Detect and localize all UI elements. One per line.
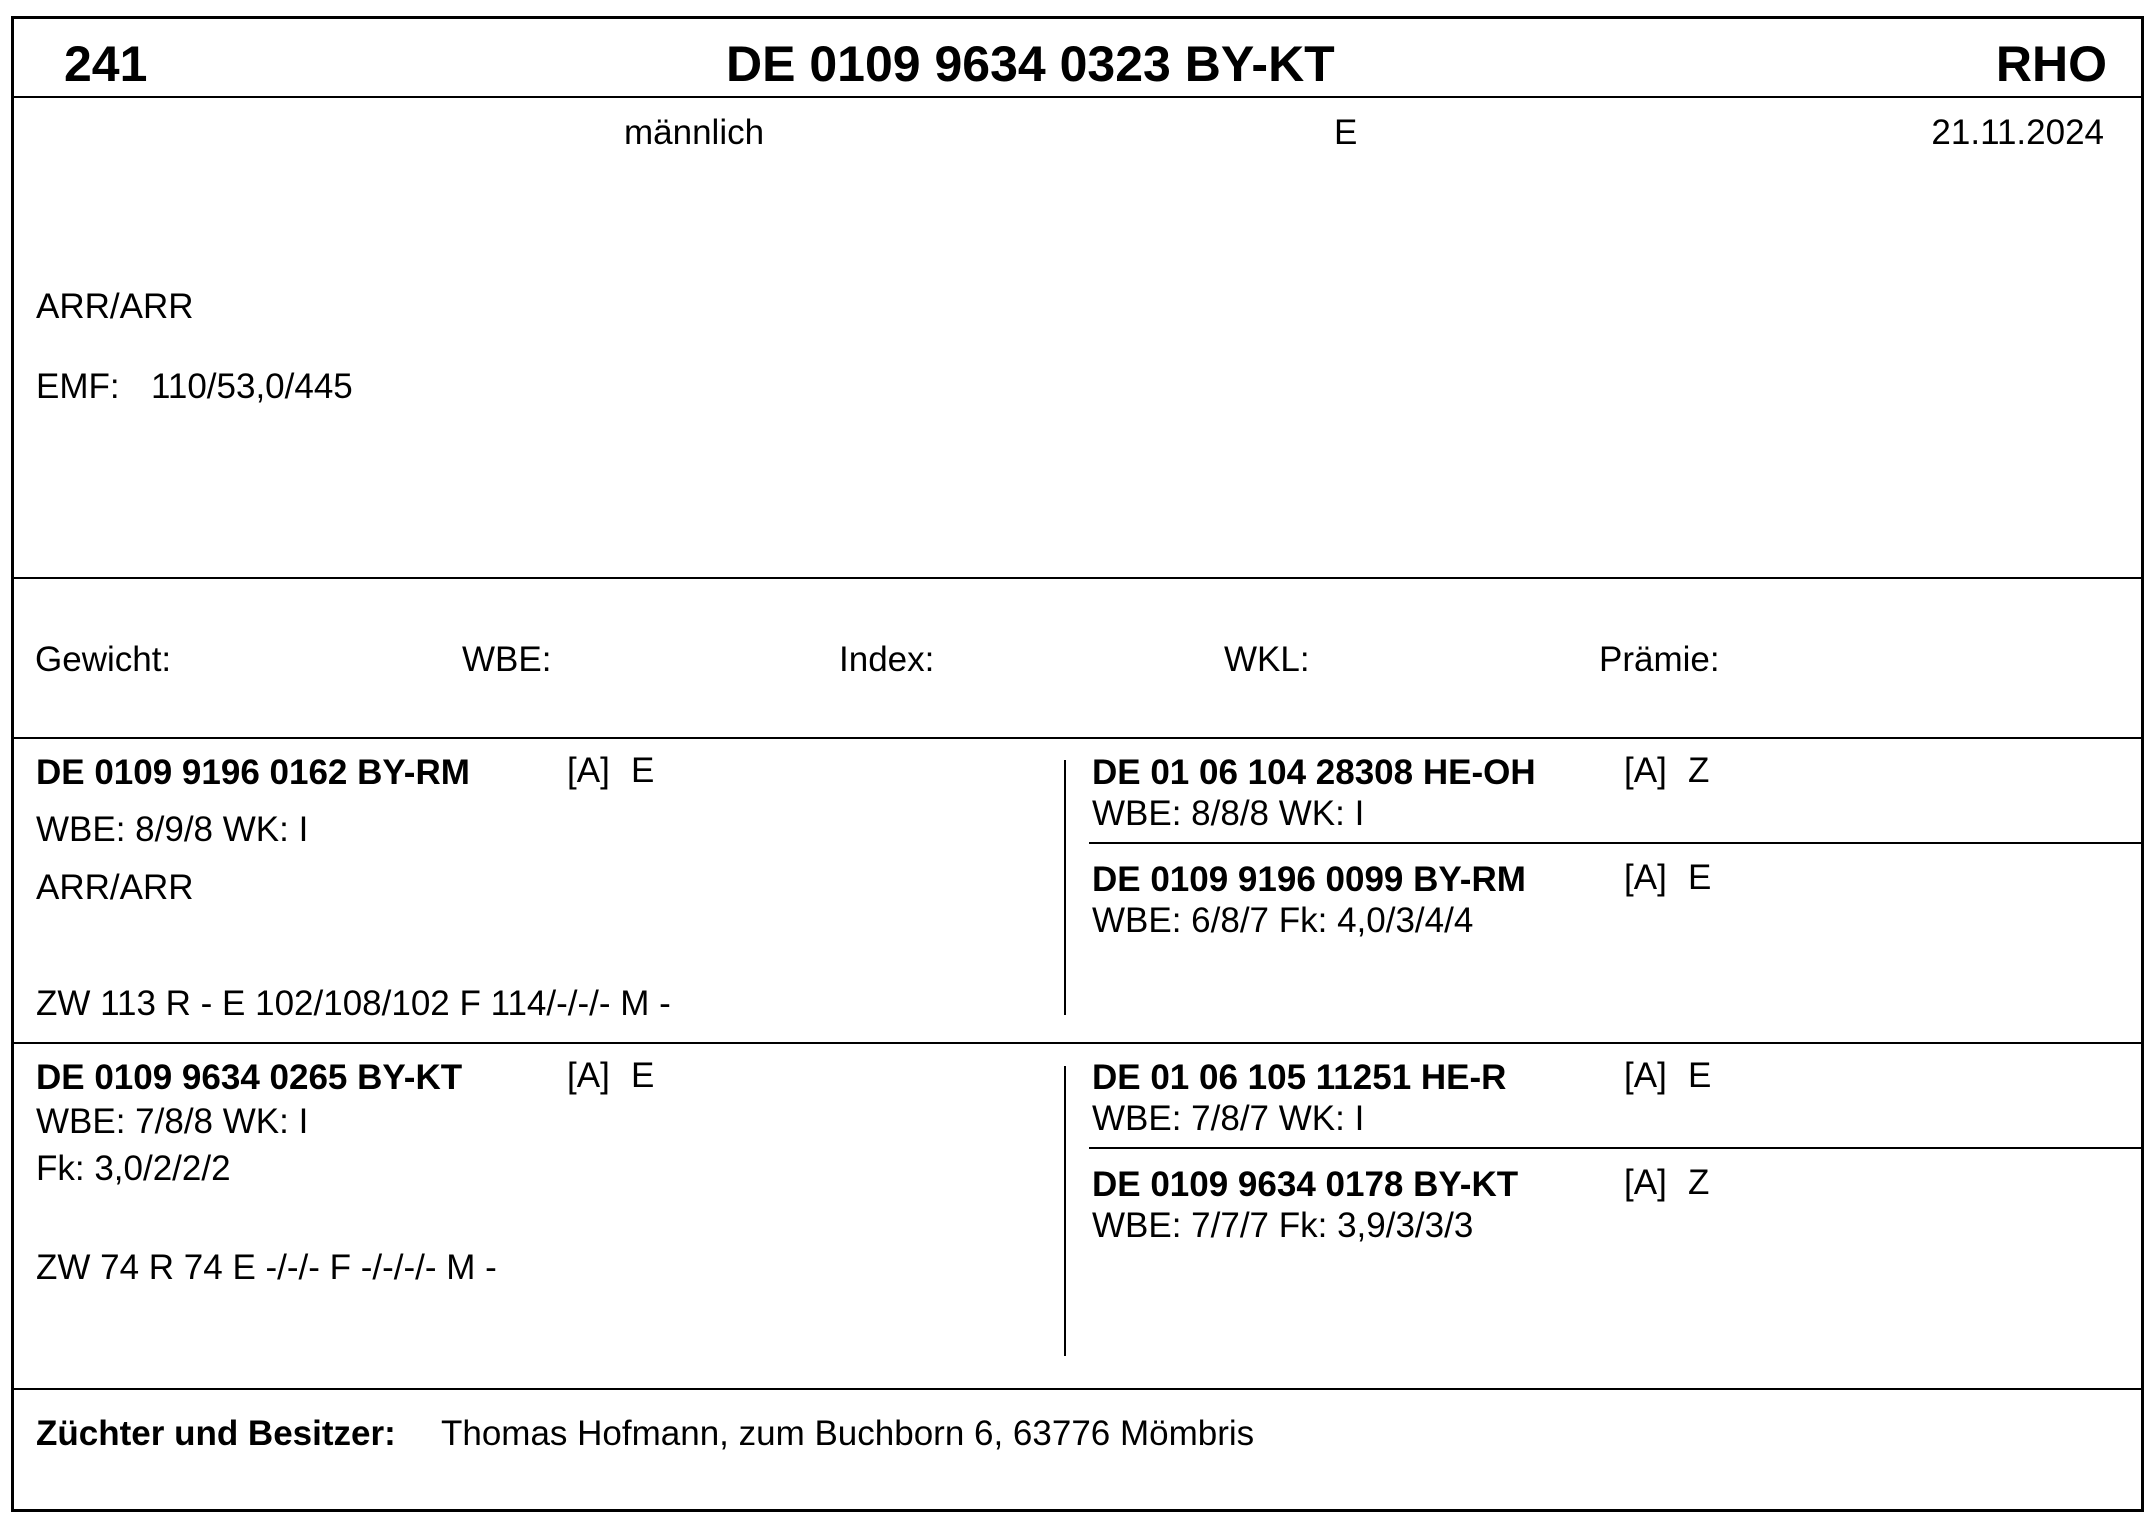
sire-granddam-wbe: WBE: 6/8/7 Fk: 4,0/3/4/4	[1092, 901, 1474, 940]
catalog-number: 241	[64, 36, 148, 92]
divider	[14, 737, 2141, 739]
sire-wbe: WBE: 8/9/8 WK: I	[36, 810, 309, 849]
dam-zw: ZW 74 R 74 E -/-/- F -/-/-/- M -	[36, 1248, 497, 1287]
column-divider	[1064, 760, 1066, 1015]
sire-grandsire-ring: DE 01 06 104 28308 HE-OH	[1092, 753, 1536, 792]
dam-granddam-ring: DE 0109 9634 0178 BY-KT	[1092, 1165, 1519, 1204]
dam-grandsire-wbe: WBE: 7/8/7 WK: I	[1092, 1099, 1365, 1138]
sire-grandsire-code: Z	[1688, 751, 1710, 790]
dam-fk: Fk: 3,0/2/2/2	[36, 1149, 231, 1188]
breeder-label: Züchter und Besitzer:	[36, 1414, 396, 1453]
divider	[1089, 1147, 2141, 1149]
sex: männlich	[624, 113, 765, 152]
sire-tag: [A]	[567, 751, 610, 790]
sire-granddam-tag: [A]	[1624, 858, 1667, 897]
breeder-value: Thomas Hofmann, zum Buchborn 6, 63776 Mömbris	[441, 1414, 1255, 1453]
dam-code: E	[631, 1056, 655, 1095]
sire-granddam-ring: DE 0109 9196 0099 BY-RM	[1092, 860, 1526, 899]
column-divider	[1064, 1066, 1066, 1356]
genotype: ARR/ARR	[36, 287, 194, 326]
wbe-label: WBE:	[462, 640, 552, 679]
breed-code: RHO	[1995, 36, 2107, 92]
dam-granddam-wbe: WBE: 7/7/7 Fk: 3,9/3/3/3	[1092, 1206, 1474, 1245]
sire-grandsire-tag: [A]	[1624, 751, 1667, 790]
sire-genotype: ARR/ARR	[36, 868, 194, 907]
catalog-card	[11, 16, 2144, 1512]
wkl-label: WKL:	[1224, 640, 1310, 679]
emf-value: 110/53,0/445	[151, 367, 353, 406]
sire-zw: ZW 113 R - E 102/108/102 F 114/-/-/- M -	[36, 984, 671, 1023]
divider	[14, 96, 2141, 98]
ring-number: DE 0109 9634 0323 BY-KT	[726, 36, 1335, 92]
dam-tag: [A]	[567, 1056, 610, 1095]
dam-wbe: WBE: 7/8/8 WK: I	[36, 1102, 309, 1141]
dam-granddam-code: Z	[1688, 1163, 1710, 1202]
dam-ring: DE 0109 9634 0265 BY-KT	[36, 1058, 463, 1097]
premium-label: Prämie:	[1599, 640, 1720, 679]
dam-grandsire-ring: DE 01 06 105 11251 HE-R	[1092, 1058, 1507, 1097]
sire-grandsire-wbe: WBE: 8/8/8 WK: I	[1092, 794, 1365, 833]
divider	[1089, 842, 2141, 844]
index-label: Index:	[839, 640, 935, 679]
class-code: E	[1334, 113, 1358, 152]
dam-granddam-tag: [A]	[1624, 1163, 1667, 1202]
sire-ring: DE 0109 9196 0162 BY-RM	[36, 753, 470, 792]
divider	[14, 577, 2141, 579]
divider	[14, 1388, 2141, 1390]
divider	[14, 1042, 2141, 1044]
weight-label: Gewicht:	[35, 640, 172, 679]
dam-grandsire-tag: [A]	[1624, 1056, 1667, 1095]
sire-code: E	[631, 751, 655, 790]
dam-grandsire-code: E	[1688, 1056, 1712, 1095]
emf-label: EMF:	[36, 367, 120, 406]
date: 21.11.2024	[1931, 113, 2104, 152]
sire-granddam-code: E	[1688, 858, 1712, 897]
